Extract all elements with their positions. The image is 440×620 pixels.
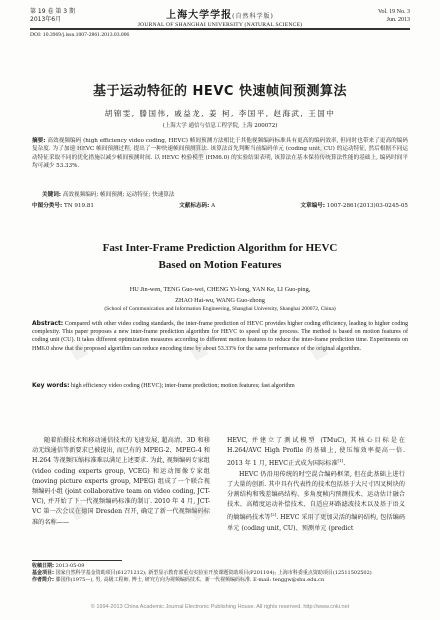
affiliation-cn: (上海大学 通信与信息工程学院, 上海 200072) xyxy=(162,123,278,129)
journal-title-cn: 上海大学学报 xyxy=(166,10,233,21)
keywords-en xyxy=(32,382,408,390)
footnote xyxy=(32,563,408,585)
watermark-mark: ■ xyxy=(185,497,212,524)
title-en xyxy=(0,240,440,274)
journal-name-cn xyxy=(30,6,410,21)
keywords-text-en: high efficiency video coding (HEVC); inter-frame prediction; motion features; fast algorithm xyxy=(71,383,295,389)
footnote-rule xyxy=(32,560,122,561)
fund-label: 基金项目: xyxy=(32,570,54,577)
received-date: 2013-05-09 xyxy=(55,563,85,569)
body-text: . HEVC 采用了更加灵活的编码结构, 包括编码单元 (coding unit, CU)、预测单元 (predict xyxy=(227,514,406,532)
keywords-label-cn: 关键词: xyxy=(42,192,62,198)
doi: DOI: 10.3969/j.issn.1007-2861.2013.03.006 xyxy=(30,32,130,38)
authors-cn: 胡锦雯, 滕国伟, 戚益龙, 姜 柯, 李国平, 赵海武, 王国中 xyxy=(104,109,336,118)
body-paragraph xyxy=(227,470,405,534)
title-en-line2: Based on Motion Features xyxy=(158,259,282,271)
received-label: 收稿日期: xyxy=(32,563,54,569)
abstract-text-cn: 高效视频编码 (high efficiency video coding, HEVC) 帧间预测方法相比于其他视频编码标准具有更高的编码效率, 但同时也带来了更高的编码复杂度. 为了加速 HEVC 帧间预测过程, 提出了一种快速帧间预测算法. 该算法首先判断当前编码单元 (coding unit, CU) 的运动特征, 然后根据不同运动特征采取不同的优化措施以减少帧间预测时间. 以 HEVC 校验模型 (HM6.0) 的实验结果表明, 该算法在基本保持传统算法性能的基础上, 编码时间平均可减少 53.33%. xyxy=(32,138,408,169)
watermark-mark: ■ xyxy=(305,497,332,524)
journal-header xyxy=(30,6,410,46)
body-text: . xyxy=(343,460,346,468)
document-code xyxy=(179,202,215,210)
journal-name-en: JOURNAL OF SHANGHAI UNIVERSITY (NATURAL SCIENCE) xyxy=(137,22,303,28)
authors-en xyxy=(40,284,400,306)
watermark-mark: ■ xyxy=(185,137,212,164)
date-en: Jun. 2013 xyxy=(386,17,410,23)
author-text: 滕国伟(1975—), 男, 高级工程师, 博士, 研究方向为视频编码技术、新一代视频编码标准. E-mail: tenggw@shu.edu.cn xyxy=(55,577,325,584)
watermark-mark: ■ xyxy=(305,337,332,364)
article-number xyxy=(300,202,408,210)
footnote-author xyxy=(32,577,408,584)
class-value: TN 919.81 xyxy=(64,203,94,209)
body-paragraph xyxy=(227,436,405,470)
title-en-line1: Fast Inter-Frame Prediction Algorithm for HEVC xyxy=(102,242,338,254)
abstract-label-en: Abstract: xyxy=(32,320,64,327)
header-center xyxy=(30,6,410,28)
citation: [1] xyxy=(337,458,344,464)
keywords-text-cn: 高效视频编码; 帧间预测; 运动特征; 快速算法 xyxy=(62,192,175,198)
keywords-label-en: Key words: xyxy=(32,382,70,389)
date-cn: 2013年6月 xyxy=(30,16,62,23)
watermark-mark: ■ xyxy=(305,137,332,164)
abstract-cn xyxy=(32,137,408,170)
header-rule xyxy=(30,28,410,30)
body-column-right xyxy=(227,436,405,534)
authors-en-line1: HU Jin-wen, TENG Guo-wei, CHENG Yi-long, YAN Ke, LI Guo-ping, xyxy=(129,286,311,293)
class-number xyxy=(32,202,94,210)
authors-en-line2: ZHAO Hai-wu, WANG Guo-zhong xyxy=(175,297,265,304)
fund-text: 国家自然科学基金资助项目(61271212); 新型显示教育部重点实验室开放课题资助项目(P201104); 上海市科委重点资助项目(12511502502) xyxy=(55,570,372,577)
journal-subtitle-cn: (自然科学版) xyxy=(232,13,274,20)
body-column-left xyxy=(32,436,210,528)
header-right xyxy=(378,8,410,24)
body-text: HEVC, 并建立了测试模型 (TMuC), 其核心目标是在 H.264/AVC High Profile 的基础上, 使压缩效率提高一倍. 2013 年 1 月, HEVC正式成为国际标准 xyxy=(227,437,405,468)
classification-row xyxy=(32,202,408,210)
article-value: 1007-2861(2013)03-0245-05 xyxy=(326,203,408,209)
watermark-mark: ■ xyxy=(65,497,92,524)
keywords-cn xyxy=(42,191,408,199)
code-value: A xyxy=(211,203,216,209)
copyright-bar: © 1994-2013 China Academic Journal Electronic Publishing House. All rights reserved. http://www.cnki.net xyxy=(90,604,350,610)
author-label: 作者简介: xyxy=(32,577,54,584)
class-label: 中图分类号: xyxy=(32,203,63,209)
watermark-mark: ■ xyxy=(65,137,92,164)
watermark-mark: ■ xyxy=(65,337,92,364)
watermark-mark: ■ xyxy=(185,337,212,364)
volume-en: Vol. 19 No. 3 xyxy=(377,9,410,15)
article-label: 文章编号: xyxy=(300,203,325,209)
title-cn: 基于运动特征的 HEVC 快速帧间预测算法 xyxy=(93,84,347,99)
abstract-label-cn: 摘要: xyxy=(32,138,46,144)
citation: [2] xyxy=(270,512,277,518)
abstract-text-en: Compared with other video coding standards, the inter-frame prediction of HEVC provides higher coding efficiency, leading to higher coding complexity. This paper proposes a new inter-frame prediction algorithm for HEVC to speed up the process. The method is based on motion features of coding unit (CU). It takes different optimization measures according to different motion features to reduce the inter-frame prediction time. Experiments on HM6.0 show that the proposed algorithm can reduce encoding time by about 53.33% for the same performance of the original algorithm. xyxy=(32,321,409,352)
abstract-en xyxy=(32,320,408,353)
code-label: 文献标志码: xyxy=(179,203,210,209)
affiliation-en: (School of Communication and Information Engineering, Shanghai University, Shanghai 200072, China) xyxy=(104,306,336,312)
body-text: HEVC 仍沿用传统的时空混合编码框架, 但在此基础上进行了大量的创新. 其中具有代表性的技术包括基于大尺寸四叉树块的分割结构和残差编码结构、多角度帧内预测技术、运动估计融合技术、高精度运动补偿技术、自适应环路滤波技术以及基于语义的熵编码技术等 xyxy=(227,470,405,522)
body-paragraph: 随着拍摄技术和移动通信技术的飞速发展, 超高清、3D 和移动无线通信等新要求已被提出, 而已有的 MPEG-2、MPEG-4 和 H.264 等视频压缩标准难以满足上述要求. 为此, 视频编码专家组 (video coding experts group, VCEG) 和运动图像专家组 (moving picture experts group, MPEG) 组成了一个联合视频编码小组 (joint collaborative team on video coding, JCT-VC), 并开始了下一代视频编码标准的制订. 2010 年 4 月, JCT-VC 第一次会议在德国 Dresden 召开, 确定了新一代视频编码标准的名称—— xyxy=(32,437,210,526)
volume-cn: 第 19 卷 第 3 期 xyxy=(30,8,75,15)
